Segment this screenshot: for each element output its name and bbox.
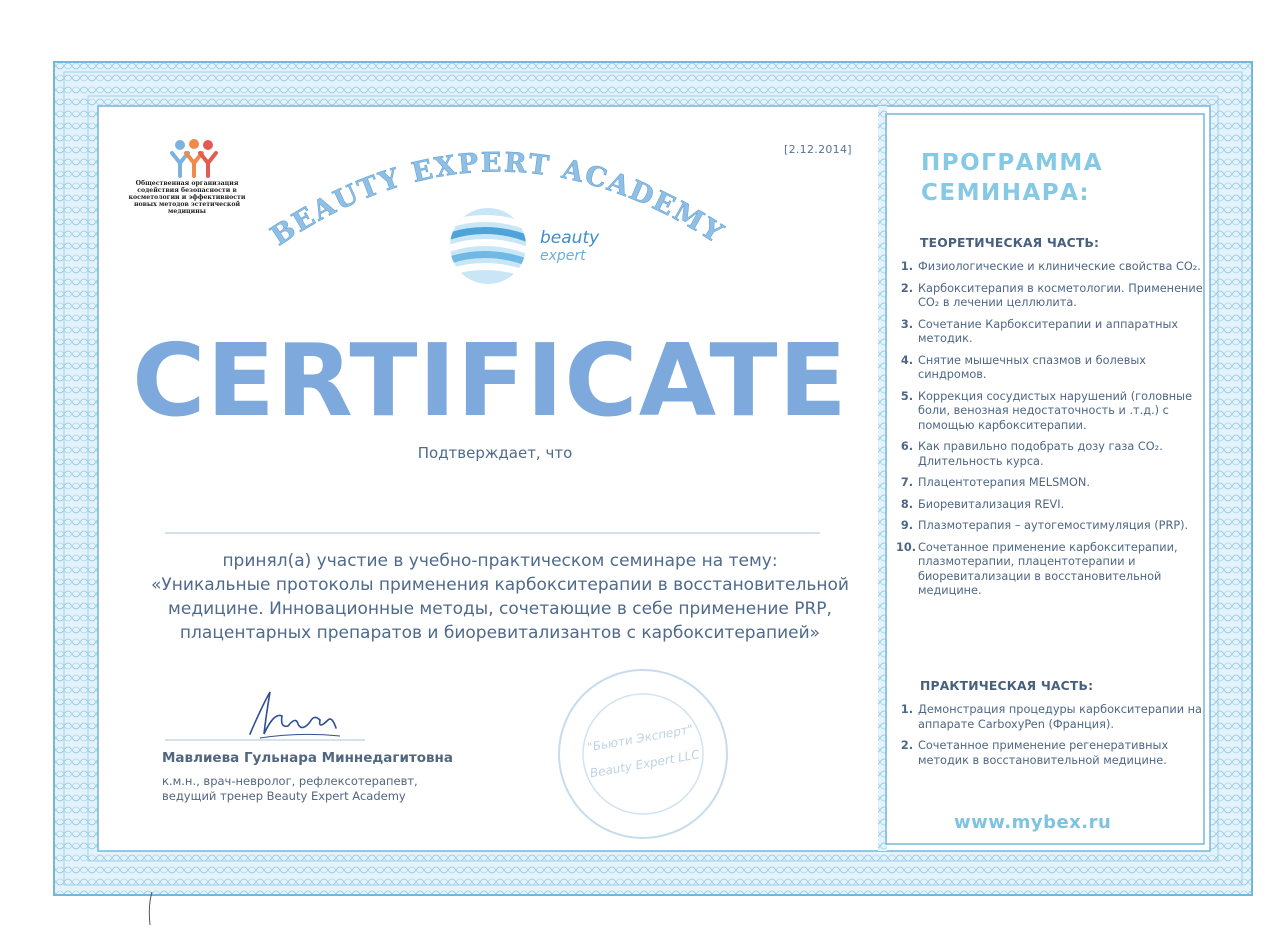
logo-word-expert: expert — [540, 248, 586, 264]
topic-line: медицине. Инновационные методы, сочетающие в себе применение PRP, — [168, 599, 832, 619]
list-item: 4. Снятие мышечных спазмов и болевых синдромов. — [900, 353, 1146, 381]
participation-line: принял(а) участие в учебно-практическом семинаре на тему: — [222, 551, 778, 571]
program-title-line: ПРОГРАММА — [921, 150, 1104, 176]
list-item: 1. Физиологические и клинические свойства CO₂. — [900, 260, 1201, 273]
topic-line: плацентарных препаратов и биоревитализантов с карбокситерапией» — [179, 623, 821, 643]
certificate-title: CERTIFICATE — [132, 322, 848, 439]
beauty-expert-globe-icon — [447, 205, 529, 287]
academy-name: BEAUTY EXPERT ACADEMY — [265, 147, 730, 253]
topic-line: «Уникальные протоколы применения карбокситерапии в восстановительной — [151, 575, 849, 595]
theory-heading: ТЕОРЕТИЧЕСКАЯ ЧАСТЬ: — [920, 236, 1100, 250]
theory-list — [896, 260, 1214, 606]
list-item: 7. Плацентотерапия MELSMON. — [900, 476, 1090, 489]
list-item: 10. Сочетанное применение карбокситерапии, плазмотерапии, плацентотерапии и биоревитализации в восстановительной медицине. — [896, 540, 1178, 597]
signer-title-line: к.м.н., врач-невролог, рефлексотерапевт, — [162, 774, 418, 788]
list-item: 6. Как правильно подобрать дозу газа CO₂. Длительность курса. — [900, 440, 1163, 468]
signer-title — [162, 774, 418, 804]
organization-logo-icon — [166, 136, 222, 178]
list-item: 1. Демонстрация процедуры карбокситерапии на аппарате CarboxyPen (Франция). — [900, 703, 1202, 731]
stamp-text: Beauty Expert LLC — [588, 747, 701, 781]
list-item: 5. Коррекция сосудистых нарушений (головные боли, венозная недостаточность и .т.д.) с помощью карбокситерапии. — [900, 389, 1193, 432]
practice-heading: ПРАКТИЧЕСКАЯ ЧАСТЬ: — [920, 679, 1094, 693]
list-item: 3. Сочетание Карбокситерапии и аппаратных методик. — [900, 317, 1179, 345]
organization-text: Общественная организация содействия безопасности в косметологии и эффективности новых методов эстетической медицины — [128, 180, 246, 215]
program-title-line: СЕМИНАРА: — [921, 180, 1091, 206]
list-item: 2. Сочетанное применение регенеративных методик в восстановительной медицине. — [900, 739, 1169, 767]
signer-title-line: ведущий тренер Beauty Expert Academy — [162, 789, 406, 803]
logo-word-beauty: beauty — [540, 228, 600, 248]
signer-name: Мавлиева Гульнара Миннедагитовна — [162, 750, 453, 766]
confirms-text: Подтверждает, что — [417, 444, 573, 462]
company-stamp — [553, 664, 733, 844]
list-item: 2. Карбокситерапия в косметологии. Применение CO₂ в лечении целлюлита. — [900, 281, 1203, 309]
stamp-text: "Бьюти Эксперт" — [586, 722, 695, 755]
list-item: 9. Плазмотерапия – аутогемостимуляция (PRP). — [900, 519, 1189, 532]
seminar-description — [120, 549, 880, 645]
list-item: 8. Биоревитализация REVI. — [900, 497, 1065, 511]
program-title — [921, 148, 1103, 208]
website-link[interactable]: www.mybex.ru — [954, 812, 1112, 833]
certificate-date: [2.12.2014] — [784, 143, 852, 156]
handwritten-signature — [240, 686, 350, 746]
practice-list — [896, 703, 1214, 775]
